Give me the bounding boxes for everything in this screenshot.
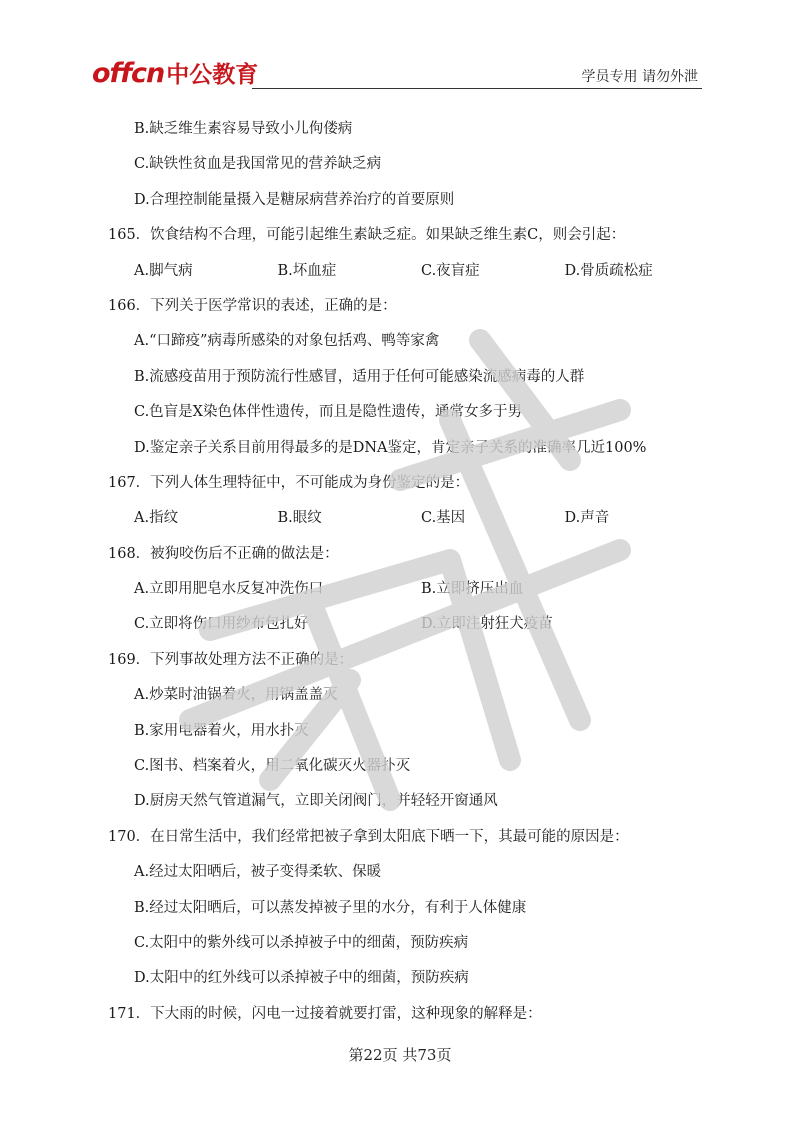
answer-option: A.立即用肥皂水反复冲洗伤口: [134, 581, 324, 598]
answer-option-row: [108, 260, 708, 295]
answer-option: D.太阳中的红外线可以杀掉被子中的细菌，预防疾病: [134, 970, 469, 987]
answer-option: B.家用电器着火，用水扑灭: [134, 722, 309, 739]
answer-option-row: [108, 613, 708, 648]
answer-option: B.缺乏维生素容易导致小儿佝偻病: [134, 121, 353, 137]
question-stem: 171．下大雨的时候，闪电一过接着就要打雷，这种现象的解释是：: [108, 1005, 542, 1022]
answer-option: A.脚气病: [134, 262, 193, 279]
answer-option: D.鉴定亲子关系目前用得最多的是DNA鉴定，肯定亲子关系的准确率几近100%: [134, 439, 647, 456]
offcn-logo: [92, 56, 258, 89]
answer-option: A.指纹: [134, 510, 179, 527]
question-list: [108, 118, 708, 1038]
answer-option: A.经过太阳晒后，被子变得柔软、保暖: [134, 864, 382, 881]
confidential-notice: 学员专用 请勿外泄: [581, 69, 698, 85]
question-stem: 168．被狗咬伤后不正确的做法是：: [108, 545, 339, 562]
answer-option: C.色盲是X染色体伴性遗传，而且是隐性遗传，通常女多于男: [134, 404, 523, 421]
question-stem: 170．在日常生活中，我们经常把被子拿到太阳底下晒一下，其最可能的原因是：: [108, 828, 629, 845]
answer-option: C.夜盲症: [421, 262, 480, 279]
question-stem: 165．饮食结构不合理，可能引起维生素缺乏症。如果缺乏维生素C，则会引起：: [108, 227, 626, 244]
question-stem: 166．下列关于医学常识的表述，正确的是：: [108, 297, 397, 314]
answer-option-row: [108, 578, 708, 613]
answer-option: B.经过太阳晒后，可以蒸发掉被子里的水分，有利于人体健康: [134, 899, 527, 916]
logo-chinese-text: 中公教育: [166, 62, 259, 88]
answer-option: D.合理控制能量摄入是糖尿病营养治疗的首要原则: [134, 191, 455, 208]
answer-option: B.立即挤压出血: [421, 581, 524, 598]
answer-option: A.炒菜时油锅着火，用锅盖盖灭: [134, 687, 338, 704]
answer-option: D.立即注射狂犬疫苗: [421, 616, 553, 633]
page-number: 第22页 共73页: [348, 1046, 452, 1064]
answer-option: C.太阳中的紫外线可以杀掉被子中的细菌，预防疾病: [134, 934, 469, 951]
answer-option: D.厨房天然气管道漏气，立即关闭阀门，并轻轻开窗通风: [134, 793, 498, 810]
answer-option: B.眼纹: [277, 510, 322, 527]
answer-option: C.图书、档案着火，用二氧化碳灭火器扑灭: [134, 758, 411, 775]
question-stem: 169．下列事故处理方法不正确的是：: [108, 651, 354, 668]
answer-option: B.坏血症: [277, 262, 337, 279]
header-divider: [252, 88, 702, 89]
question-stem: 167．下列人体生理特征中，不可能成为身份鉴定的是：: [108, 474, 470, 491]
answer-option-row: [108, 507, 708, 542]
answer-option: B.流感疫苗用于预防流行性感冒，适用于任何可能感染流感病毒的人群: [134, 368, 585, 385]
page-header: [92, 54, 702, 94]
logo-latin-text: offcn: [92, 58, 165, 89]
answer-option: D.声音: [564, 510, 610, 527]
answer-option: C.缺铁性贫血是我国常见的营养缺乏病: [134, 156, 382, 173]
answer-option: A.“口蹄疫”病毒所感染的对象包括鸡、鸭等家禽: [134, 333, 440, 350]
answer-option: C.立即将伤口用纱布包扎好: [134, 616, 309, 633]
answer-option: C.基因: [421, 510, 466, 527]
answer-option: D.骨质疏松症: [564, 262, 653, 279]
